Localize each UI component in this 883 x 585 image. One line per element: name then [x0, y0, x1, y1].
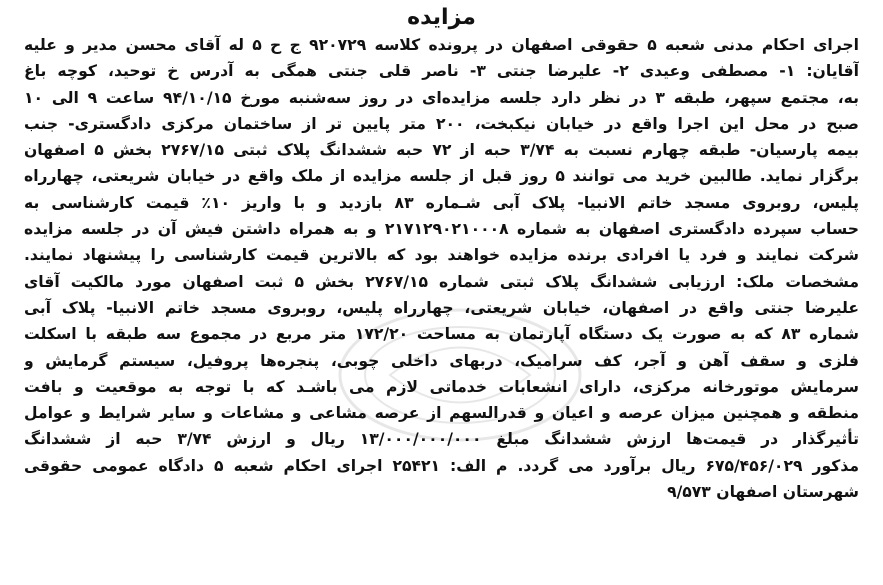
notice-line-5: بیمه پارسیان- طبقه چهارم نسبت به ۳/۷۴ حبه از ۷۲ حبه ششدانگ پلاک ثبتی ۲۷۶۷/۱۵ بخش ۵ اصفهان — [24, 141, 859, 160]
notice-line-8: حساب سپرده دادگستری اصفهان به شماره ۲۱۷۱۲۹۰۲۱۰۰۰۸ و به همراه داشتن فیش آن در جلسه مزایده — [24, 220, 859, 239]
notice-line-14: سرمایش موتورخانه مرکزی، دارای انشعابات خدماتی لازم می باشـد که با توجه به موقعیت و بافت — [24, 377, 859, 396]
notice-line-15: منطقه و همچنین میزان عرصه و اعیان و قدرالسهم از عرصه مشاعی و مشاعات و سایر شرایط و عوامل — [24, 404, 859, 423]
notice-line-7: پلیس، روبروی مسجد خاتم الانبیا- پلاک آبی شـماره ۸۳ بازدید و با واریز ۱۰٪ قیمت کارشناسی به — [24, 193, 859, 212]
notice-line-2: آقایان: ۱- مصطفی وعیدی ۲- علیرضا جنتی ۳- ناصر قلی جنتی همگی به آدرس خ توحید، کوچه باغ — [24, 62, 859, 81]
notice-line-3: به، مجتمع سپهر، طبقه ۳ در نظر دارد جلسه مزایده‌ای در روز سه‌شنبه مورخ ۹۴/۱۰/۱۵ ساعت ۹ الی ۱۰ — [24, 88, 859, 107]
notice-line-10: مشخصات ملک: ارزیابی ششدانگ پلاک ثبتی شماره ۲۷۶۷/۱۵ بخش ۵ ثبت اصفهان مورد مالکیت آقای — [24, 272, 859, 291]
notice-line-12: شماره ۸۳ که به صورت یک دستگاه آپارتمان به مساحت ۱۷۲/۲۰ متر مربع در مجموع سه طبقه با اسکلت — [24, 325, 859, 344]
notice-line-9: شرکت نمایند و فرد یا افرادی برنده مزایده خواهند بود که بالاترین قیمت کارشناسی را پیشنهاد نمایند. — [24, 246, 859, 265]
notice-line-4: صبح در محل این اجرا واقع در خیابان نیکبخت، ۲۰۰ متر پایین تر از ساختمان مرکزی دادگستری- جنب — [24, 114, 859, 133]
notice-line-11: علیرضا جنتی واقع در اصفهان، خیابان شریعتی، چهارراه پلیس، روبروی مسجد خاتم الانبیا- پلاک آبی — [24, 298, 859, 317]
notice-line-18: شهرستان اصفهان ۹/۵۷۳ — [667, 483, 859, 502]
notice-title: مزایده — [407, 5, 476, 30]
notice-line-16: تأثیرگذار در قیمت‌ها ارزش ششدانگ مبلغ ۱۳/۰۰۰/۰۰۰/۰۰۰ ریال و ارزش ۳/۷۴ حبه از ششدانگ — [24, 430, 859, 449]
notice-line-17: مذکور ۶۷۵/۴۵۶/۰۲۹ ریال برآورد می گردد. م الف: ۲۵۴۲۱ اجرای احکام شعبه ۵ دادگاه عمومی حقوقی — [24, 456, 859, 475]
notice-line-13: فلزی و سقف آهن و آجر، کف سرامیک، دربهای داخلی چوبی، پنجره‌ها پروفیل، سیستم گرمایش و — [24, 351, 859, 370]
notice-body — [24, 32, 859, 505]
notice-line-6: برگزار نماید. طالبین خرید می توانند ۵ روز قبل از جلسه مزایده از ملک واقع در خیابان شریعتی، چهارراه — [24, 167, 859, 186]
notice-line-1: اجرای احکام مدنی شعبه ۵ حقوقی اصفهان در پرونده کلاسه ۹۲۰۷۲۹ ج ح ۵ له آقای محسن مدیر و علیه — [24, 36, 859, 54]
